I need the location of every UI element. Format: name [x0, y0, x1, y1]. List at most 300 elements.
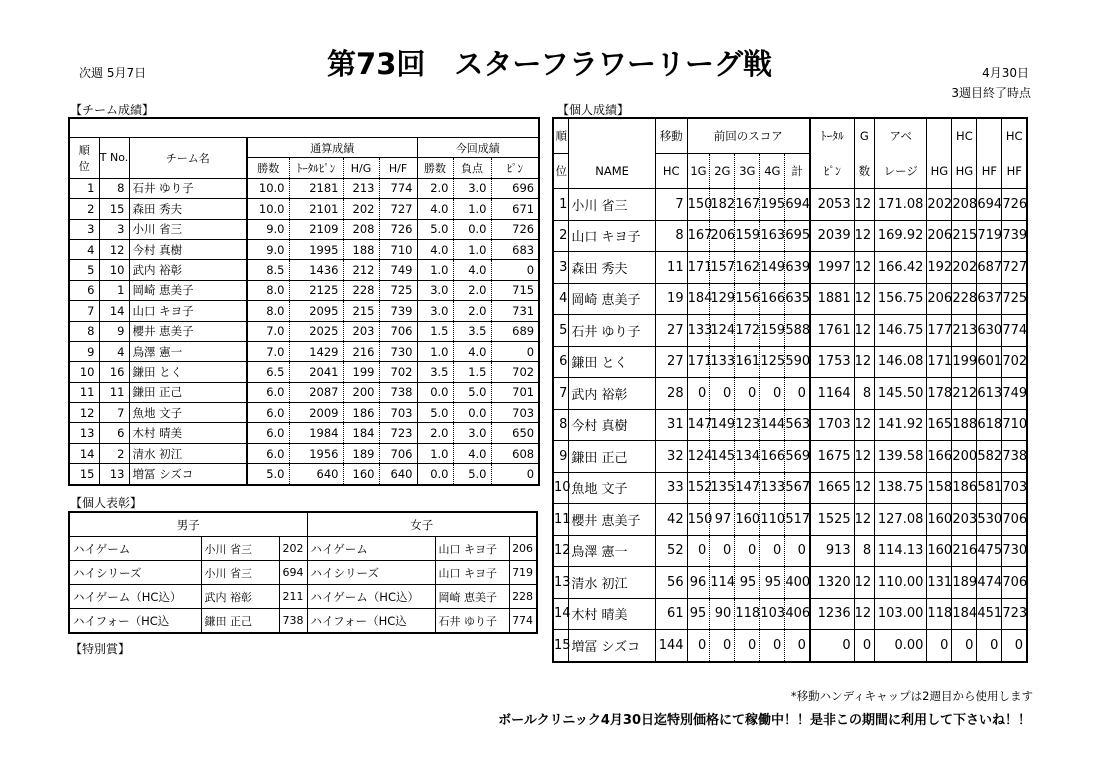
ind-prev-sum: 400	[785, 567, 810, 599]
ind-total-pins: 1753	[810, 346, 854, 378]
ind-total-pins: 1236	[810, 598, 854, 630]
award-category-female: ハイフォー（HC込	[307, 609, 435, 634]
ind-hf: 694	[977, 189, 1002, 221]
ind-rank-header-top: 順	[553, 118, 569, 154]
award-row	[69, 609, 537, 634]
team-hg: 184	[343, 423, 379, 443]
ind-game4: 0	[760, 630, 785, 662]
ind-rank: 8	[553, 409, 569, 441]
ind-hc-hf: 738	[1002, 441, 1027, 473]
ind-move-hc: 8	[655, 220, 687, 252]
ind-prev-sum: 695	[785, 220, 810, 252]
team-total-wins: 9.0	[247, 219, 289, 239]
ind-game3: 0	[735, 378, 760, 410]
team-hf: 749	[379, 260, 417, 280]
ind-hc-hg: 216	[952, 535, 977, 567]
ind-hc-hf: 703	[1002, 472, 1027, 504]
ind-hc-hg: 215	[952, 220, 977, 252]
team-number: 4	[99, 341, 129, 361]
ind-game1: 96	[687, 567, 710, 599]
ind-prev-sum: 517	[785, 504, 810, 536]
ind-game1: 171	[687, 346, 710, 378]
award-winner-male: 鎌田 正己	[201, 609, 279, 634]
ind-average: 127.08	[875, 504, 927, 536]
ind-hg-header: HG	[927, 154, 952, 189]
ind-game1: 150	[687, 504, 710, 536]
team-total-pins: 2025	[289, 321, 343, 341]
team-rank: 4	[69, 239, 99, 259]
team-hg: 186	[343, 403, 379, 423]
ind-hg: 202	[927, 189, 952, 221]
individual-row	[553, 346, 1027, 378]
sub-cur-pins-header: ﾋﾟﾝ	[491, 158, 539, 178]
award-row	[69, 537, 537, 561]
ind-game3: 147	[735, 472, 760, 504]
team-current-wins: 5.0	[417, 219, 453, 239]
ind-prev-sum: 0	[785, 378, 810, 410]
ind-move-hc: 27	[655, 346, 687, 378]
individual-row	[553, 378, 1027, 410]
ind-game2: 182	[710, 189, 735, 221]
team-hg: 228	[343, 280, 379, 300]
ind-name: 鳥澤 憲一	[569, 535, 655, 567]
col-team-name-header: チーム名	[129, 138, 247, 179]
ind-total-pins: 1703	[810, 409, 854, 441]
team-current-wins: 0.0	[417, 464, 453, 485]
award-section-label: 【個人表彰】	[70, 496, 143, 510]
ind-rank: 5	[553, 315, 569, 347]
ind-game1: 152	[687, 472, 710, 504]
ind-games: 12	[854, 252, 874, 284]
col-rank-header: 順位	[69, 138, 99, 179]
team-hg: 208	[343, 219, 379, 239]
ind-game4: 0	[760, 378, 785, 410]
ind-game4: 195	[760, 189, 785, 221]
sub-hg-header: H/G	[343, 158, 379, 178]
ind-game2: 133	[710, 346, 735, 378]
team-total-wins: 5.0	[247, 464, 289, 485]
ind-hf: 630	[977, 315, 1002, 347]
ind-avg-header-bottom: レージ	[875, 154, 927, 189]
team-current-pins: 0	[491, 464, 539, 485]
individual-row	[553, 315, 1027, 347]
ind-name: 小川 省三	[569, 189, 655, 221]
ind-game3: 156	[735, 283, 760, 315]
team-name: 森田 秀夫	[129, 199, 247, 219]
award-category-female: ハイシリーズ	[307, 561, 435, 585]
award-value-female: 228	[509, 585, 537, 609]
ind-game2: 114	[710, 567, 735, 599]
ind-hg: 192	[927, 252, 952, 284]
team-name: 武内 裕彰	[129, 260, 247, 280]
team-current-pins: 683	[491, 239, 539, 259]
team-hg: 212	[343, 260, 379, 280]
award-value-male: 202	[279, 537, 307, 561]
award-winner-female: 山口 キヨ子	[435, 537, 509, 561]
ind-name: 今村 真樹	[569, 409, 655, 441]
ind-hc-hf: 727	[1002, 252, 1027, 284]
ind-rank-header-bottom: 位	[553, 154, 569, 189]
team-name: 岡崎 恵美子	[129, 280, 247, 300]
ind-average: 103.00	[875, 598, 927, 630]
ind-hf: 613	[977, 378, 1002, 410]
ind-hc-hg: 184	[952, 598, 977, 630]
team-rank: 1	[69, 178, 99, 198]
team-row	[69, 362, 539, 382]
team-row	[69, 341, 539, 361]
ind-games: 12	[854, 504, 874, 536]
total-results-header: 通算成績	[247, 138, 417, 158]
team-current-wins: 3.5	[417, 362, 453, 382]
ind-name: 山口 キヨ子	[569, 220, 655, 252]
ind-game2: 90	[710, 598, 735, 630]
ind-hc-hg: 0	[952, 630, 977, 662]
ind-move-hc: 52	[655, 535, 687, 567]
ind-g2-header: 2G	[710, 154, 735, 189]
team-total-pins: 640	[289, 464, 343, 485]
team-name: 今村 真樹	[129, 239, 247, 259]
ind-hf: 475	[977, 535, 1002, 567]
ind-games: 12	[854, 315, 874, 347]
team-current-losses: 4.0	[453, 443, 491, 463]
ind-hchg-header-bottom: HG	[952, 154, 977, 189]
team-rank: 10	[69, 362, 99, 382]
ind-games: 12	[854, 472, 874, 504]
team-current-pins: 0	[491, 260, 539, 280]
ind-name: 増冨 シズコ	[569, 630, 655, 662]
page-title: 第73回 スターフラワーリーグ戦	[327, 47, 772, 81]
ind-prev-sum: 590	[785, 346, 810, 378]
team-current-losses: 1.0	[453, 199, 491, 219]
ind-average: 138.75	[875, 472, 927, 504]
team-row	[69, 403, 539, 423]
report-date: 4月30日	[982, 66, 1029, 80]
ind-hc-hg: 200	[952, 441, 977, 473]
ind-game4: 159	[760, 315, 785, 347]
ind-average: 114.13	[875, 535, 927, 567]
ind-game3: 118	[735, 598, 760, 630]
ind-games-header-bottom: 数	[854, 154, 874, 189]
team-hf: 703	[379, 403, 417, 423]
team-row	[69, 260, 539, 280]
team-row	[69, 178, 539, 198]
award-winner-female: 山口 キヨ子	[435, 561, 509, 585]
team-total-wins: 7.0	[247, 341, 289, 361]
individual-row	[553, 567, 1027, 599]
ind-hf: 637	[977, 283, 1002, 315]
team-row	[69, 464, 539, 485]
ind-hg: 178	[927, 378, 952, 410]
ind-game2: 97	[710, 504, 735, 536]
ind-move-hc: 27	[655, 315, 687, 347]
ind-game1: 0	[687, 535, 710, 567]
ind-game1: 167	[687, 220, 710, 252]
team-current-wins: 4.0	[417, 199, 453, 219]
ind-game4: 133	[760, 472, 785, 504]
ind-hchf-header-bottom: HF	[1002, 154, 1027, 189]
ind-game1: 0	[687, 378, 710, 410]
team-current-pins: 726	[491, 219, 539, 239]
team-current-wins: 3.0	[417, 301, 453, 321]
ind-games: 0	[854, 630, 874, 662]
ind-hc-hg: 199	[952, 346, 977, 378]
ind-game2: 145	[710, 441, 735, 473]
ind-move-hc: 33	[655, 472, 687, 504]
team-current-losses: 2.0	[453, 280, 491, 300]
ind-game1: 133	[687, 315, 710, 347]
ind-total-pins: 1525	[810, 504, 854, 536]
ind-hc-hg: 202	[952, 252, 977, 284]
ind-prev-sum: 569	[785, 441, 810, 473]
ind-prev-sum: 694	[785, 189, 810, 221]
team-current-wins: 2.0	[417, 423, 453, 443]
ind-hc-hf: 739	[1002, 220, 1027, 252]
ind-game1: 124	[687, 441, 710, 473]
team-total-wins: 6.0	[247, 423, 289, 443]
team-rank: 9	[69, 341, 99, 361]
team-total-pins: 1956	[289, 443, 343, 463]
ind-hc-hg: 213	[952, 315, 977, 347]
ind-game2: 135	[710, 472, 735, 504]
team-total-wins: 9.0	[247, 239, 289, 259]
team-number: 8	[99, 178, 129, 198]
team-total-wins: 6.0	[247, 382, 289, 402]
team-hf: 702	[379, 362, 417, 382]
award-row	[69, 561, 537, 585]
team-current-wins: 4.0	[417, 239, 453, 259]
team-name: 櫻井 恵美子	[129, 321, 247, 341]
ind-average: 166.42	[875, 252, 927, 284]
team-current-pins: 650	[491, 423, 539, 443]
ind-hc-hf: 706	[1002, 504, 1027, 536]
team-hf: 706	[379, 321, 417, 341]
award-category-male: ハイゲーム	[69, 537, 201, 561]
ind-prev-sum: 0	[785, 630, 810, 662]
ind-hg: 0	[927, 630, 952, 662]
award-value-female: 206	[509, 537, 537, 561]
ind-hf: 451	[977, 598, 1002, 630]
individual-row	[553, 283, 1027, 315]
ind-total-header-top: ﾄｰﾀﾙ	[810, 118, 854, 154]
team-total-wins: 6.5	[247, 362, 289, 382]
ind-total-pins: 0	[810, 630, 854, 662]
individual-row	[553, 189, 1027, 221]
team-hf: 725	[379, 280, 417, 300]
ind-game3: 159	[735, 220, 760, 252]
ind-rank: 12	[553, 535, 569, 567]
ind-average: 156.75	[875, 283, 927, 315]
ind-hf-header: HF	[977, 154, 1002, 189]
ind-game2: 0	[710, 630, 735, 662]
team-hg: 200	[343, 382, 379, 402]
team-number: 12	[99, 239, 129, 259]
team-current-pins: 696	[491, 178, 539, 198]
team-hg: 199	[343, 362, 379, 382]
team-current-pins: 689	[491, 321, 539, 341]
award-winner-female: 岡崎 恵美子	[435, 585, 509, 609]
team-total-pins: 2181	[289, 178, 343, 198]
ind-games: 12	[854, 409, 874, 441]
team-hg: 202	[343, 199, 379, 219]
team-row	[69, 301, 539, 321]
team-number: 10	[99, 260, 129, 280]
report-status: 3週目終了時点	[951, 86, 1031, 100]
award-winner-female: 石井 ゆり子	[435, 609, 509, 634]
team-rank: 6	[69, 280, 99, 300]
team-total-pins: 2125	[289, 280, 343, 300]
ind-hc-hg: 203	[952, 504, 977, 536]
ind-hf: 687	[977, 252, 1002, 284]
ind-total-pins: 1665	[810, 472, 854, 504]
team-name: 小川 省三	[129, 219, 247, 239]
ind-prev-score-header: 前回のスコア	[687, 118, 810, 154]
ind-game2: 149	[710, 409, 735, 441]
ind-games-header-top: G	[854, 118, 874, 154]
team-total-pins: 1984	[289, 423, 343, 443]
team-current-losses: 0.0	[453, 219, 491, 239]
team-results-table	[68, 117, 540, 486]
team-current-pins: 731	[491, 301, 539, 321]
ind-game1: 95	[687, 598, 710, 630]
ind-total-pins: 2039	[810, 220, 854, 252]
ind-game4: 103	[760, 598, 785, 630]
team-total-pins: 1429	[289, 341, 343, 361]
ind-prev-sum: 567	[785, 472, 810, 504]
ind-prev-sum: 563	[785, 409, 810, 441]
ind-game3: 0	[735, 535, 760, 567]
handicap-note: *移動ハンディキャップは2週目から使用します	[790, 689, 1033, 703]
ind-total-pins: 2053	[810, 189, 854, 221]
ind-hc-hg: 212	[952, 378, 977, 410]
ind-total-pins: 1997	[810, 252, 854, 284]
team-hf: 774	[379, 178, 417, 198]
team-current-wins: 2.0	[417, 178, 453, 198]
ind-hf: 582	[977, 441, 1002, 473]
team-number: 2	[99, 443, 129, 463]
team-hg: 188	[343, 239, 379, 259]
team-total-wins: 6.0	[247, 403, 289, 423]
team-current-losses: 3.5	[453, 321, 491, 341]
ind-hc-hf: 774	[1002, 315, 1027, 347]
ind-move-header-bottom: HC	[655, 154, 687, 189]
team-rank: 14	[69, 443, 99, 463]
team-row	[69, 321, 539, 341]
team-hg: 213	[343, 178, 379, 198]
ind-total-pins: 1320	[810, 567, 854, 599]
ind-rank: 6	[553, 346, 569, 378]
team-row	[69, 239, 539, 259]
ind-game3: 167	[735, 189, 760, 221]
ind-rank: 9	[553, 441, 569, 473]
team-hf: 723	[379, 423, 417, 443]
ind-games: 12	[854, 220, 874, 252]
team-current-pins: 715	[491, 280, 539, 300]
team-row	[69, 382, 539, 402]
ind-game3: 172	[735, 315, 760, 347]
team-current-pins: 0	[491, 341, 539, 361]
team-hf: 706	[379, 443, 417, 463]
ind-hf: 530	[977, 504, 1002, 536]
ind-game1: 0	[687, 630, 710, 662]
sub-wins-header: 勝数	[247, 158, 289, 178]
ind-name: 魚地 文子	[569, 472, 655, 504]
award-row	[69, 585, 537, 609]
ind-total-pins: 913	[810, 535, 854, 567]
ind-rank: 10	[553, 472, 569, 504]
team-current-losses: 2.0	[453, 301, 491, 321]
male-header: 男子	[69, 512, 307, 537]
ind-move-hc: 11	[655, 252, 687, 284]
award-category-male: ハイシリーズ	[69, 561, 201, 585]
ind-hchf-header-top: HC	[1002, 118, 1027, 154]
ind-hc-hg: 189	[952, 567, 977, 599]
ind-game2: 0	[710, 378, 735, 410]
ind-games: 12	[854, 283, 874, 315]
team-name: 木村 晴美	[129, 423, 247, 443]
ind-games: 12	[854, 598, 874, 630]
team-total-pins: 1995	[289, 239, 343, 259]
team-name: 山口 キヨ子	[129, 301, 247, 321]
female-header: 女子	[307, 512, 537, 537]
ind-rank: 7	[553, 378, 569, 410]
team-number: 6	[99, 423, 129, 443]
ind-g1-header: 1G	[687, 154, 710, 189]
team-name: 鎌田 正己	[129, 382, 247, 402]
team-name: 鳥澤 憲一	[129, 341, 247, 361]
ind-rank: 1	[553, 189, 569, 221]
team-hf: 710	[379, 239, 417, 259]
ind-name: 鎌田 正己	[569, 441, 655, 473]
team-rank: 3	[69, 219, 99, 239]
team-rank: 2	[69, 199, 99, 219]
ind-game1: 147	[687, 409, 710, 441]
ind-game4: 166	[760, 283, 785, 315]
ind-games: 12	[854, 567, 874, 599]
ind-game4: 144	[760, 409, 785, 441]
ind-total-pins: 1164	[810, 378, 854, 410]
ind-games: 8	[854, 535, 874, 567]
sub-hf-header: H/F	[379, 158, 417, 178]
award-category-female: ハイゲーム	[307, 537, 435, 561]
ind-hf: 618	[977, 409, 1002, 441]
team-current-losses: 0.0	[453, 403, 491, 423]
team-hf: 726	[379, 219, 417, 239]
ind-game3: 162	[735, 252, 760, 284]
ind-hg: 177	[927, 315, 952, 347]
ind-hg: 158	[927, 472, 952, 504]
award-winner-male: 小川 省三	[201, 561, 279, 585]
ind-hf: 601	[977, 346, 1002, 378]
ind-hg: 131	[927, 567, 952, 599]
team-current-pins: 701	[491, 382, 539, 402]
ind-hg: 118	[927, 598, 952, 630]
team-current-wins: 0.0	[417, 382, 453, 402]
individual-row	[553, 472, 1027, 504]
award-value-female: 774	[509, 609, 537, 634]
team-row	[69, 280, 539, 300]
ind-hg: 160	[927, 504, 952, 536]
ind-hc-hg: 228	[952, 283, 977, 315]
ind-rank: 3	[553, 252, 569, 284]
team-hf: 640	[379, 464, 417, 485]
ind-total-pins: 1675	[810, 441, 854, 473]
ind-game3: 134	[735, 441, 760, 473]
ind-g4-header: 4G	[760, 154, 785, 189]
ind-average: 171.08	[875, 189, 927, 221]
team-hg: 203	[343, 321, 379, 341]
team-current-losses: 5.0	[453, 382, 491, 402]
ind-game4: 95	[760, 567, 785, 599]
